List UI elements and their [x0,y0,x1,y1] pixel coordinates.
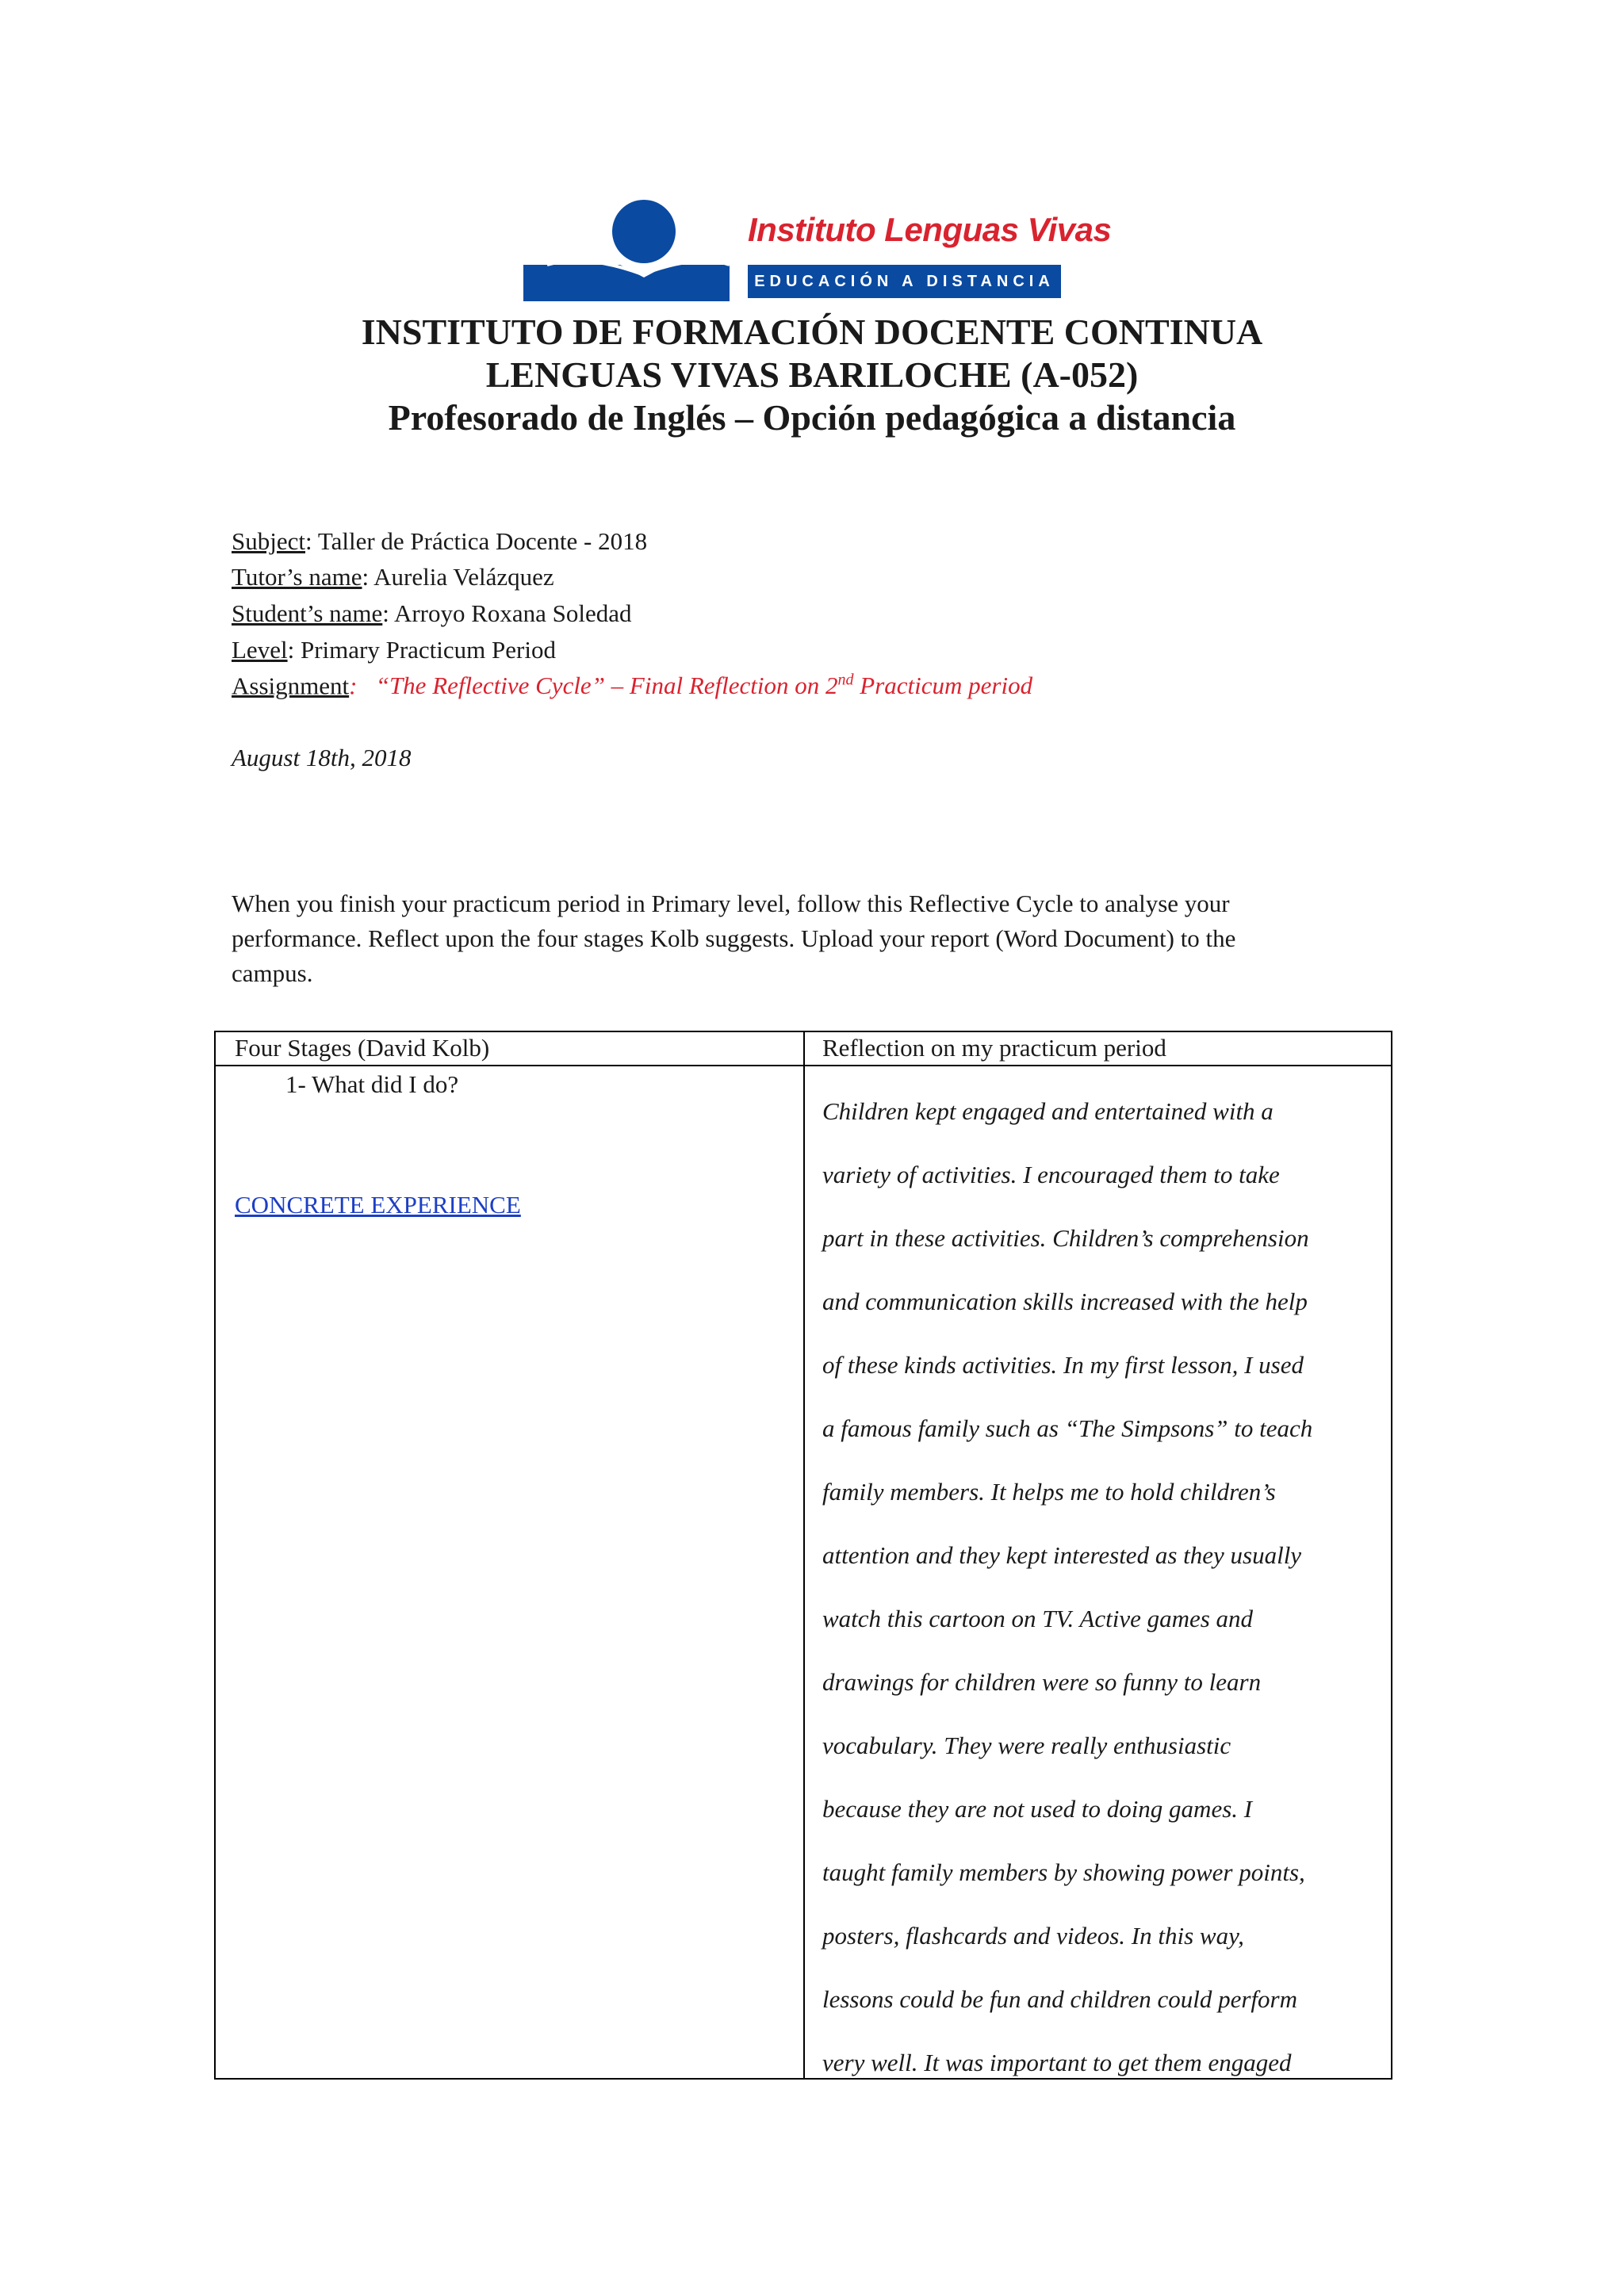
reflection-line: Children kept engaged and entertained with a [822,1097,1274,1125]
header-four-stages: Four Stages (David Kolb) [235,1034,490,1062]
instructions-line-1: When you finish your practicum period in Primary level, follow this Reflective Cycle to analyse your [232,890,1230,917]
reflection-table [214,1031,1392,2080]
institute-logo [523,198,1112,301]
subject-value: Taller de Práctica Docente - 2018 [317,527,648,555]
level-label: Level [232,636,288,664]
column-divider [803,1032,805,2078]
level-value: Primary Practicum Period [300,636,556,664]
assignment-row: Assignment: “The Reflective Cycle” – Final Reflection on 2nd Practicum period [232,672,1033,700]
header-reflection: Reflection on my practicum period [822,1034,1166,1062]
question-1: 1- What did I do? [285,1070,459,1098]
reflection-line: posters, flashcards and videos. In this way, [822,1922,1244,1950]
reflection-line: because they are not used to doing games. I [822,1795,1253,1823]
stage-concrete-experience-link[interactable]: CONCRETE EXPERIENCE [235,1191,521,1219]
heading-line-1: INSTITUTO DE FORMACIÓN DOCENTE CONTINUA [361,312,1263,352]
logo-name: Instituto Lenguas Vivas [748,211,1112,248]
student-label: Student’s name [232,599,383,627]
assignment-value: “The Reflective Cycle” – Final Reflection on 2nd Practicum period [375,672,1033,700]
heading-line-2: LENGUAS VIVAS BARILOCHE (A-052) [485,354,1139,395]
subject-row: Subject: Taller de Práctica Docente - 2018 [232,527,648,555]
reflection-line: drawings for children were so funny to learn [822,1668,1262,1696]
tutor-value: Aurelia Velázquez [373,563,554,591]
reflection-line: watch this cartoon on TV. Active games and [822,1605,1254,1632]
heading-line-3: Profesorado de Inglés – Opción pedagógica a distancia [388,397,1236,438]
reflection-line: vocabulary. They were really enthusiastic [822,1732,1231,1759]
logo-reader-mark [523,198,730,301]
reflection-line: a famous family such as “The Simpsons” to teach [822,1414,1313,1442]
level-row: Level: Primary Practicum Period [232,636,556,664]
instructions-line-3: campus. [232,959,313,987]
reflection-text [822,1080,1387,2095]
student-row: Student’s name: Arroyo Roxana Soledad [232,599,632,627]
reflection-line: of these kinds activities. In my first lesson, I used [822,1351,1304,1379]
instructions-line-2: performance. Reflect upon the four stages Kolb suggests. Upload your report (Word Document) to the [232,924,1236,952]
subject-label: Subject [232,527,305,555]
document-date: August 18th, 2018 [232,744,412,771]
logo-tagline: EDUCACIÓN A DISTANCIA [748,265,1061,298]
reflection-line: attention and they kept interested as they usually [822,1541,1302,1569]
assignment-label: Assignment [232,672,350,700]
reflection-line: taught family members by showing power points, [822,1858,1305,1886]
student-value: Arroyo Roxana Soledad [393,599,632,627]
tutor-label: Tutor’s name [232,563,362,591]
header-divider [216,1065,1391,1066]
tutor-row: Tutor’s name: Aurelia Velázquez [232,563,554,591]
reflection-line: family members. It helps me to hold children’s [822,1478,1276,1506]
reflection-line: part in these activities. Children’s comprehension [822,1224,1309,1252]
reflection-line: lessons could be fun and children could perform [822,1985,1297,2013]
reflection-line: very well. It was important to get them engaged [822,2049,1292,2076]
reflection-line: and communication skills increased with the help [822,1288,1308,1315]
reflection-line: variety of activities. I encouraged them to take [822,1161,1280,1188]
